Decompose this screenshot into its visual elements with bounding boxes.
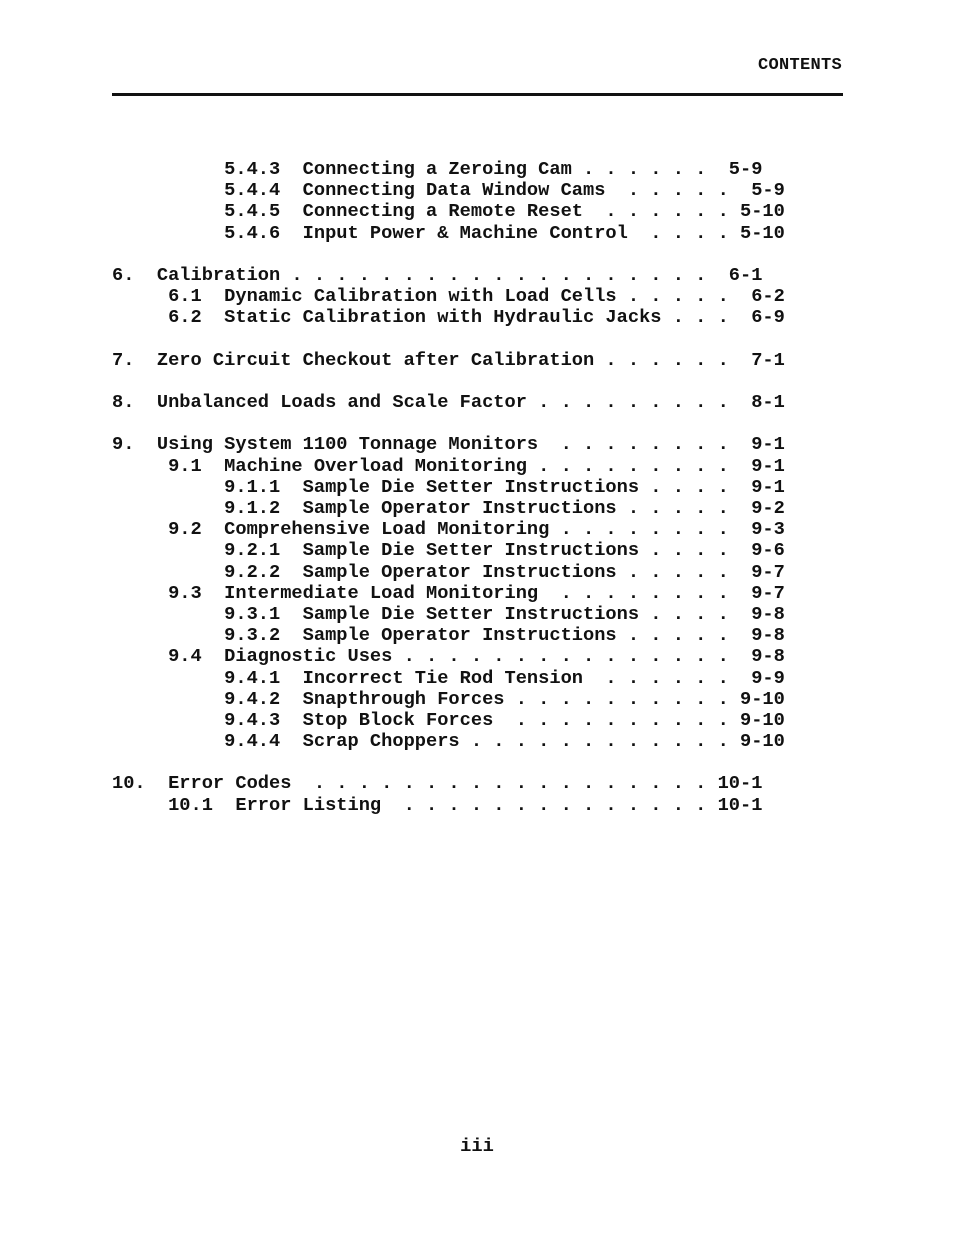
toc-entry: 5.4.3 Connecting a Zeroing Cam . . . . . . 5-9 — [112, 158, 763, 180]
toc-entry: 9.1.1 Sample Die Setter Instructions . . . . 9-1 — [112, 475, 785, 498]
page-number: iii — [460, 1135, 494, 1157]
toc-entry: 9.3 Intermediate Load Monitoring . . . . . . . . 9-7 — [112, 581, 785, 604]
toc-entry: 9.4.2 Snapthrough Forces . . . . . . . . . . 9-10 — [112, 687, 785, 710]
toc-entry: 8. Unbalanced Loads and Scale Factor . . . . . . . . . 8-1 — [112, 391, 785, 414]
toc-entry: 7. Zero Circuit Checkout after Calibration . . . . . . 7-1 — [112, 348, 785, 371]
toc-spacer — [112, 371, 785, 392]
toc-entry: 9.1.2 Sample Operator Instructions . . . . . 9-2 — [112, 497, 785, 519]
page-header-title: CONTENTS — [757, 56, 842, 75]
toc-entry: 10. Error Codes . . . . . . . . . . . . . . . . . . 10-1 — [112, 772, 763, 795]
toc-entry: 10.1 Error Listing . . . . . . . . . . . . . . 10-1 — [112, 793, 763, 816]
toc-entry: 6.2 Static Calibration with Hydraulic Jacks . . . 6-9 — [112, 306, 785, 329]
toc-entry: 9.2.1 Sample Die Setter Instructions . . . . 9-6 — [112, 539, 785, 562]
toc-entry: 9.2 Comprehensive Load Monitoring . . . . . . . . 9-3 — [112, 518, 785, 541]
header-rule — [112, 93, 843, 96]
toc-entry: 9.4 Diagnostic Uses . . . . . . . . . . . . . . . 9-8 — [112, 645, 785, 668]
toc-spacer — [112, 413, 785, 434]
toc-entry: 9.1 Machine Overload Monitoring . . . . . . . . . 9-1 — [112, 454, 785, 477]
toc-entry: 9.2.2 Sample Operator Instructions . . . . . 9-7 — [112, 560, 785, 583]
toc-entry: 5.4.4 Connecting Data Window Cams . . . . . 5-9 — [112, 179, 785, 202]
toc-spacer — [112, 752, 785, 773]
toc-entry: 9. Using System 1100 Tonnage Monitors . . . . . . . . 9-1 — [112, 433, 785, 456]
toc-entry: 5.4.6 Input Power & Machine Control . . . . 5-10 — [112, 221, 785, 244]
toc-entry: 5.4.5 Connecting a Remote Reset . . . . . . 5-10 — [112, 200, 785, 223]
toc-entry: 9.4.1 Incorrect Tie Rod Tension . . . . . . 9-9 — [112, 666, 785, 689]
toc-entry: 9.3.2 Sample Operator Instructions . . . . . 9-8 — [112, 624, 785, 647]
toc-spacer — [112, 244, 785, 265]
toc-spacer — [112, 329, 785, 350]
toc-entry: 9.3.1 Sample Die Setter Instructions . . . . 9-8 — [112, 602, 785, 625]
table-of-contents — [112, 159, 785, 816]
toc-entry: 9.4.4 Scrap Choppers . . . . . . . . . . . . 9-10 — [112, 730, 785, 753]
toc-entry: 6.1 Dynamic Calibration with Load Cells . . . . . 6-2 — [112, 285, 785, 308]
toc-entry: 6. Calibration . . . . . . . . . . . . . . . . . . . 6-1 — [112, 263, 763, 286]
toc-entry: 9.4.3 Stop Block Forces . . . . . . . . . . 9-10 — [112, 708, 785, 731]
